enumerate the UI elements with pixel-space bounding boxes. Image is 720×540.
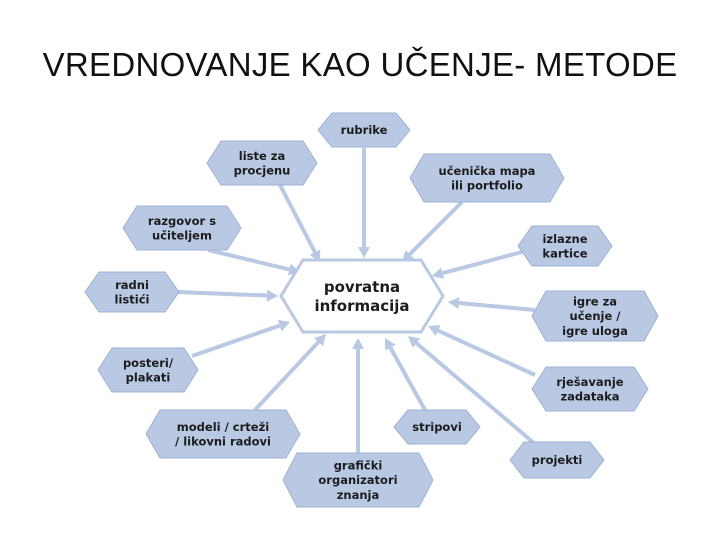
node-igre-za-ucenje-line-2: učenje / [569, 309, 621, 324]
arrow-razgovor-s-uciteljem [208, 250, 300, 275]
arrow-stripovi [385, 338, 425, 410]
node-posteri-plakati-line-1: posteri/ [122, 355, 174, 370]
node-rjesavanje-zadataka-line-2: zadataka [560, 389, 620, 404]
node-graficki-organizatori-line-1: grafički [333, 458, 383, 473]
node-rubrike-line-1: rubrike [340, 123, 388, 138]
node-modeli-crtezi [146, 410, 300, 458]
node-igre-za-ucenje-line-3: igre uloga [562, 323, 628, 338]
arrow-modeli-crtezi [255, 334, 326, 410]
node-ucenicka-mapa [410, 154, 564, 202]
arrow-radni-listici [178, 290, 278, 302]
node-modeli-crtezi-line-1: modeli / crteži [176, 419, 270, 434]
node-posteri-plakati [98, 348, 198, 392]
node-projekti-line-1: projekti [531, 453, 583, 468]
node-graficki-organizatori [283, 453, 433, 507]
node-radni-listici-line-1: radni [115, 277, 149, 292]
node-radni-listici-line-2: listići [114, 292, 150, 307]
node-izlazne-kartice [518, 226, 612, 266]
node-rubrike [318, 113, 410, 147]
arrow-ucenicka-mapa [402, 202, 462, 262]
node-razgovor-s-uciteljem-line-2: učiteljem [152, 228, 212, 243]
node-igre-za-ucenje [532, 291, 658, 341]
node-igre-za-ucenje-line-1: igre za [572, 294, 618, 309]
node-razgovor-s-uciteljem [123, 206, 241, 250]
node-stripovi-line-1: stripovi [412, 420, 462, 435]
nodes-layer [85, 113, 658, 507]
node-modeli-crtezi-line-2: / likovni radovi [175, 434, 271, 449]
node-liste-za-procjenu-line-2: procjenu [233, 163, 291, 178]
node-radni-listici [85, 272, 179, 312]
center-node-line-1: povratna [323, 277, 401, 296]
node-posteri-plakati-line-2: plakati [125, 370, 171, 385]
center-node-line-2: informacija [314, 297, 410, 315]
node-rjesavanje-zadataka-line-1: rješavanje [556, 374, 624, 389]
node-liste-za-procjenu [207, 141, 317, 185]
arrow-igre-za-ucenje [448, 297, 535, 310]
arrow-posteri-plakati [192, 320, 290, 356]
node-izlazne-kartice-line-2: kartice [542, 246, 588, 261]
node-graficki-organizatori-line-3: znanja [336, 487, 380, 502]
arrow-graficki-organizatori [352, 338, 364, 453]
node-izlazne-kartice-line-1: izlazne [542, 231, 588, 246]
node-rjesavanje-zadataka [532, 367, 648, 411]
node-stripovi [394, 410, 480, 444]
center-shape [281, 260, 443, 332]
node-razgovor-s-uciteljem-line-1: razgovor s [147, 213, 217, 228]
arrow-rubrike [358, 148, 370, 258]
node-ucenicka-mapa-line-2: ili portfolio [451, 178, 523, 193]
node-graficki-organizatori-line-2: organizatori [318, 473, 398, 488]
node-liste-za-procjenu-line-1: liste za [238, 148, 286, 163]
node-projekti [510, 442, 604, 478]
arrow-liste-za-procjenu [280, 185, 320, 262]
node-ucenicka-mapa-line-1: učenička mapa [438, 163, 536, 178]
center-node [281, 260, 443, 332]
slide-title: VREDNOVANJE KAO UČENJE- METODE [42, 46, 678, 83]
arrow-izlazne-kartice [432, 252, 522, 279]
